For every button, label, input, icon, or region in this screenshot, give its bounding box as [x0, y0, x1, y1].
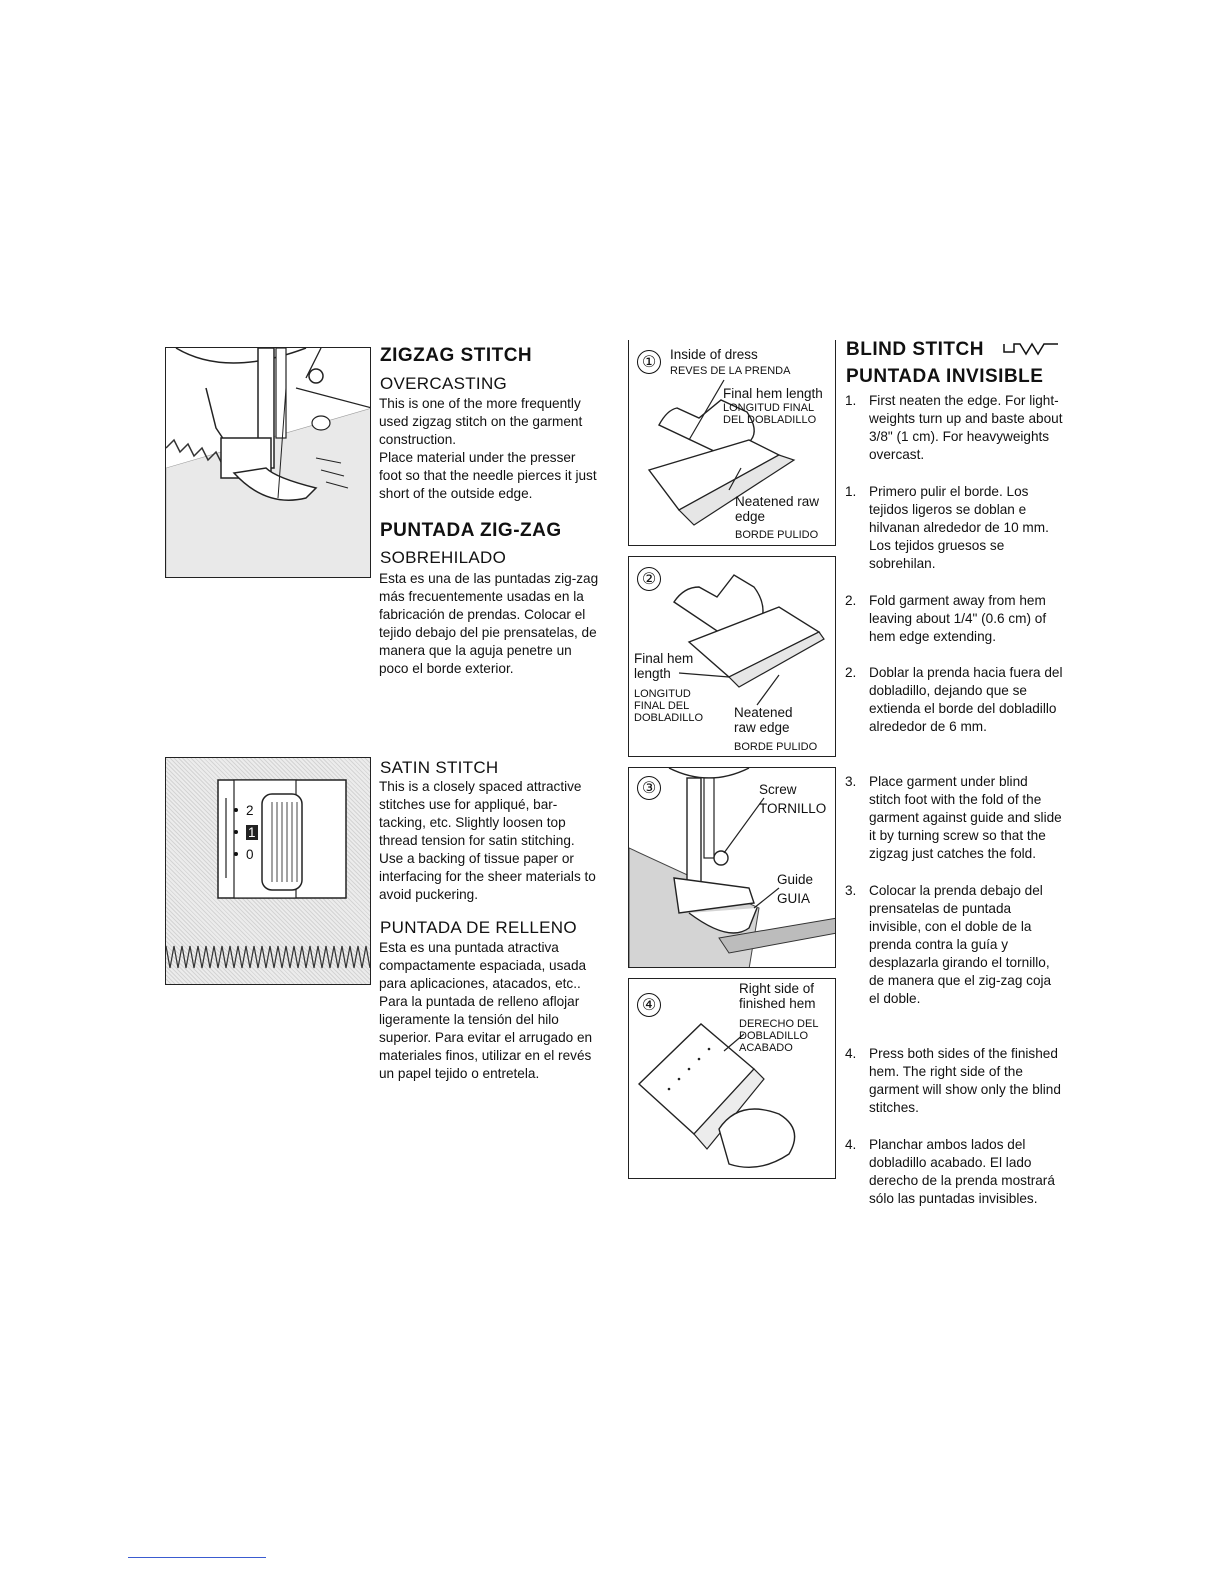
satin-body-es: Esta es una puntada atractiva compactamente espaciada, usada para aplicaciones, atacados, etc.. Para la puntada de relleno aflojar ligeramente la tensión del hilo superior. Para evitar el arrugado en materiales finos, utilizar en el revés un papel tejido o entretela. — [379, 940, 593, 1081]
fig3-drawing — [629, 768, 836, 968]
satin-illustration — [165, 757, 371, 985]
step-text: Doblar la prenda hacia fuera del dobladillo, dejando que se extienda el borde del dobladillo alrededor de 6 mm. — [869, 665, 1063, 734]
zigzag-title-en: ZIGZAG STITCH — [380, 345, 533, 366]
dial-mark-2: 2 — [246, 803, 254, 818]
step-text: Fold garment away from hem leaving about 1/4" (0.6 cm) of hem edge extending. — [869, 593, 1047, 644]
dial-mark-1: 1 — [248, 825, 256, 840]
zigzag-title-es: PUNTADA ZIG-ZAG — [380, 520, 562, 541]
satin-title-es: PUNTADA DE RELLENO — [380, 918, 577, 937]
step-num: 1. — [845, 393, 857, 408]
step-num: 2. — [845, 665, 857, 680]
footer-rule — [128, 1557, 266, 1558]
step-num: 1. — [845, 484, 857, 499]
fig2-raw-en: Neatened raw edge — [734, 705, 793, 735]
fig1-final-es: LONGITUD FINAL DEL DOBLADILLO — [723, 402, 817, 426]
figure-1 — [628, 340, 836, 546]
fig3-guide-es: GUIA — [777, 891, 811, 906]
zigzag-body-en-2: Place material under the presser foot so that the needle pierces it just short of the outside edge. — [379, 450, 597, 501]
step-num: 3. — [845, 774, 857, 789]
satin-body-en-1: This is a closely spaced attractive stitches use for appliqué, bar-tacking, etc. Slightly loosen top thread tension for satin stitching. — [379, 779, 582, 848]
step-text: Colocar la prenda debajo del prensatelas de puntada invisible, con el doble de la prenda contra la guía y desplazarla girando el tornillo, de manera que el zig-zag coja el doble. — [869, 883, 1052, 1006]
step-text: Planchar ambos lados del dobladillo acabado. El lado derecho de la prenda mostrará sólo las puntadas invisibles. — [869, 1137, 1055, 1206]
fig4-right-es: DERECHO DEL DOBLADILLO ACABADO — [739, 1018, 819, 1054]
blind-title-en-text: BLIND STITCH — [846, 339, 984, 360]
blind-title-es: PUNTADA INVISIBLE — [846, 366, 1044, 387]
step-num: 4. — [845, 1137, 857, 1152]
figure-3 — [628, 767, 836, 968]
fig3-guide-en: Guide — [777, 872, 814, 887]
step-text: Place garment under blind stitch foot with the fold of the garment against guide and slide it by turning screw so that the zigzag just catches the fold. — [869, 774, 1062, 861]
fig1-raw-es: BORDE PULIDO — [735, 529, 819, 541]
fig3-screw-en: Screw — [759, 782, 797, 797]
satin-body-en — [379, 778, 601, 904]
blind-stitch-pattern-icon — [1002, 342, 1062, 356]
presser-foot-drawing — [166, 348, 371, 578]
satin-title-en: SATIN STITCH — [380, 758, 499, 777]
step-text: Primero pulir el borde. Los tejidos ligeros se doblan e hilvanan alrededor de 10 mm. Los tejidos gruesos se sobrehilan. — [869, 484, 1049, 571]
step-text: Press both sides of the finished hem. The right side of the garment will show only the blind stitches. — [869, 1046, 1061, 1115]
step-num: 2. — [845, 593, 857, 608]
satin-body-en-2: Use a backing of tissue paper or interfacing for the sheer materials to avoid puckering. — [379, 851, 596, 902]
figure-2 — [628, 556, 836, 757]
step-num: 4. — [845, 1046, 857, 1061]
step-text: First neaten the edge. For light-weights turn up and baste about 3/8" (1 cm). For heavyweights overcast. — [869, 393, 1063, 462]
zigzag-illustration — [165, 347, 371, 578]
fig1-inside-es: REVES DE LA PRENDA — [670, 365, 791, 377]
fig3-number: ③ — [637, 776, 661, 800]
zigzag-sub-en: OVERCASTING — [380, 374, 508, 393]
fig1-raw-en: Neatened raw edge — [735, 494, 820, 524]
fig2-final-en: Final hem length — [634, 651, 694, 681]
stitch-dial-drawing — [166, 758, 371, 985]
fig4-number: ④ — [637, 993, 661, 1017]
zigzag-body-en-1: This is one of the more frequently used zigzag stitch on the garment construction. — [379, 396, 583, 447]
blind-title-en — [846, 339, 1050, 361]
fig3-screw-es: TORNILLO — [759, 801, 827, 816]
fig1-final-en: Final hem length — [723, 386, 823, 401]
zigzag-body-en — [379, 395, 601, 503]
fig2-raw-es: BORDE PULIDO — [734, 741, 818, 753]
fig1-number: ① — [637, 350, 661, 374]
fig2-number: ② — [637, 567, 661, 591]
fig1-inside-en: Inside of dress — [670, 347, 758, 362]
step-num: 3. — [845, 883, 857, 898]
zigzag-body-es: Esta es una de las puntadas zig-zag más frecuentemente usadas en la fabricación de prendas. Colocar el tejido debajo del pie prensatelas, de manera que la aguja penetre un poco el borde exterior. — [379, 571, 599, 676]
dial-mark-0: 0 — [246, 847, 254, 862]
fig2-final-es: LONGITUD FINAL DEL DOBLADILLO — [634, 688, 704, 724]
zigzag-sub-es: SOBREHILADO — [380, 548, 507, 567]
fig4-right-en: Right side of finished hem — [739, 981, 816, 1011]
figure-4 — [628, 978, 836, 1179]
